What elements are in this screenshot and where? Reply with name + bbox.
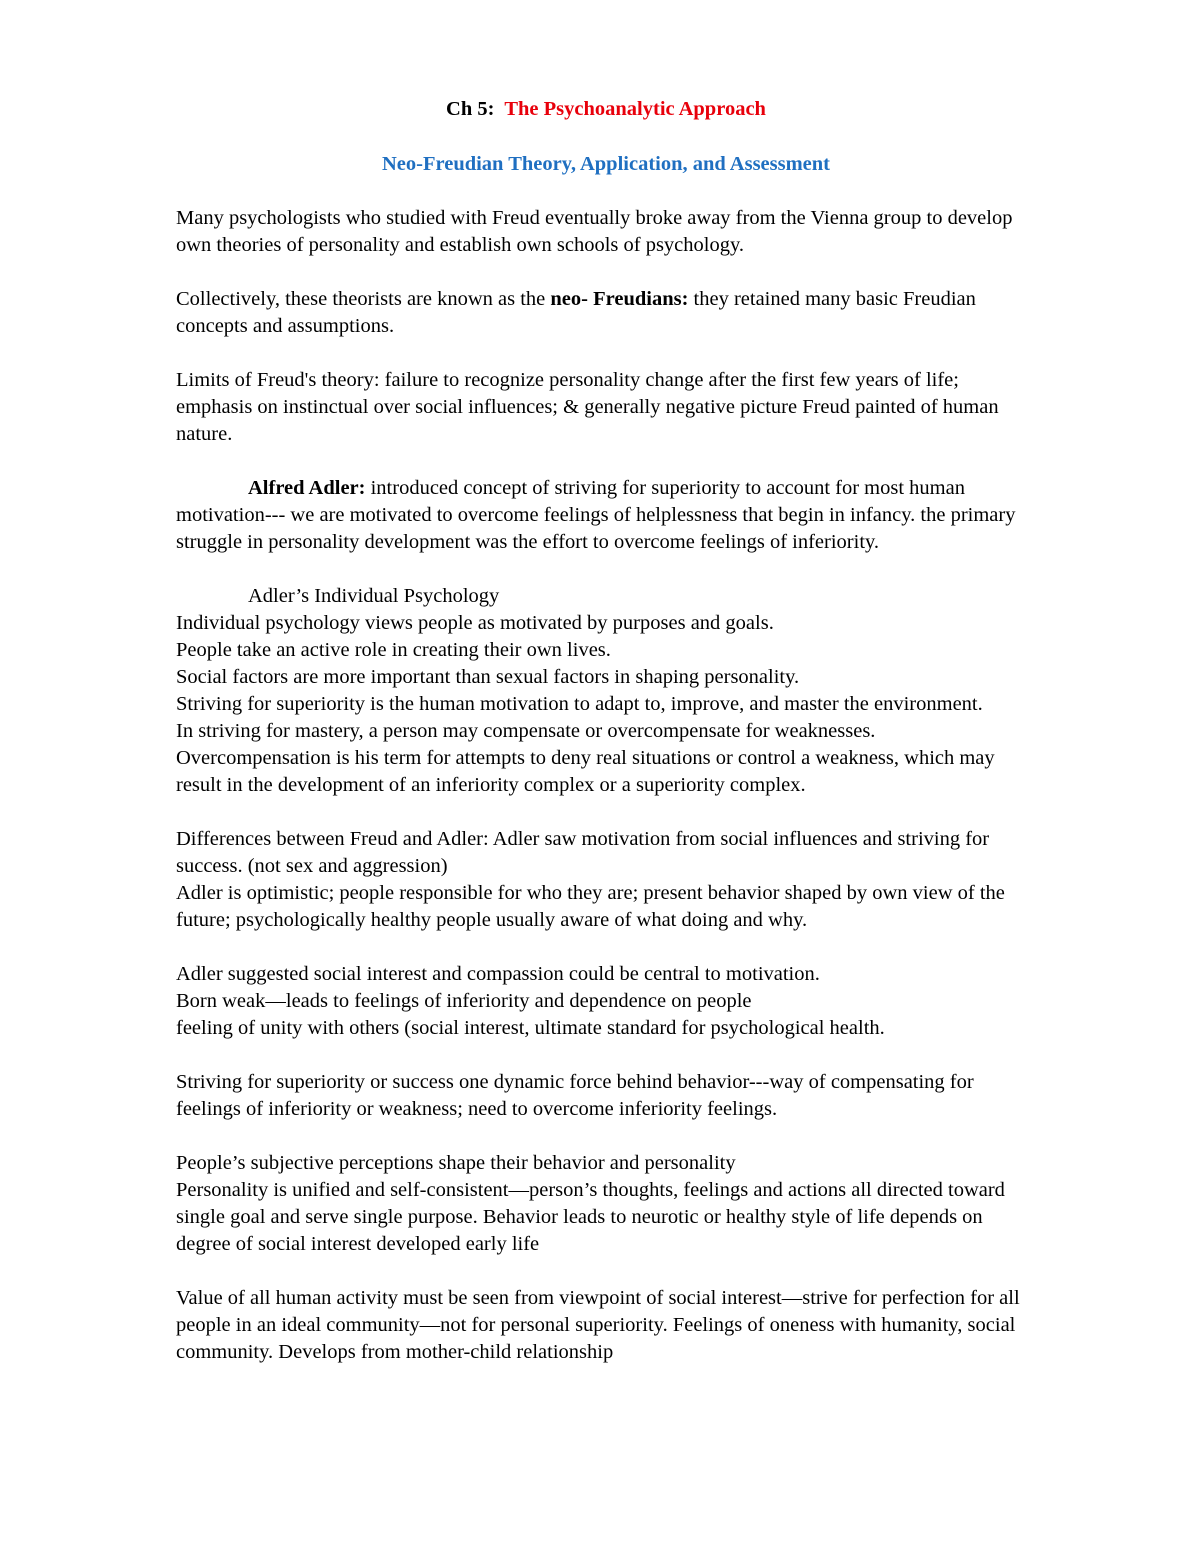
list-item: Adler suggested social interest and compassion could be central to motivation. — [176, 963, 820, 985]
adler-intro-paragraph — [176, 475, 1036, 556]
list-item: Overcompensation is his term for attempts to deny real situations or control a weakness, which may result in the development of an inferiority complex or a superiority complex. — [176, 747, 995, 796]
list-item: Born weak—leads to feelings of inferiority and dependence on people — [176, 990, 752, 1012]
adler-name: Alfred Adler: — [248, 477, 366, 499]
value-paragraph: Value of all human activity must be seen from viewpoint of social interest—strive for perfection for all people in an ideal community—not for personal superiority. Feelings of oneness with humanity, social community. Develops from mother-child relationship — [176, 1287, 1020, 1363]
social-interest-section — [176, 961, 1036, 1042]
individual-psychology-section — [176, 583, 1036, 799]
document-subtitle: Neo-Freudian Theory, Application, and Assessment — [381, 153, 831, 175]
list-item: People take an active role in creating their own lives. — [176, 639, 611, 661]
individual-psychology-heading: Adler’s Individual Psychology — [248, 585, 500, 607]
differences-line: Differences between Freud and Adler: Adler saw motivation from social influences and striving for success. (not sex and aggression) — [176, 828, 990, 877]
list-item: Individual psychology views people as motivated by purposes and goals. — [176, 612, 774, 634]
perceptions-section — [176, 1150, 1036, 1258]
neo-freudians-term: neo- Freudians: — [550, 288, 689, 310]
adler-intro-text: introduced concept of striving for superiority to account for most human motivation--- we are motivated to overcome feelings of helplessness that begin in infancy. the primary struggle in personality development was the effort to overcome feelings of inferiority. — [176, 477, 1016, 553]
personality-line: Personality is unified and self-consistent—person’s thoughts, feelings and actions all directed toward single goal and serve single purpose. Behavior leads to neurotic or healthy style of life depends on degree of social interest developed early life — [176, 1179, 1005, 1255]
document-page — [176, 96, 1036, 1393]
list-item: Social factors are more important than sexual factors in shaping personality. — [176, 666, 800, 688]
optimism-line: Adler is optimistic; people responsible for who they are; present behavior shaped by own view of the future; psychologically healthy people usually aware of what doing and why. — [176, 882, 1005, 931]
list-item: In striving for mastery, a person may compensate or overcompensate for weaknesses. — [176, 720, 876, 742]
differences-section — [176, 826, 1036, 934]
chapter-title: The Psychoanalytic Approach — [504, 98, 766, 120]
list-item: Striving for superiority is the human motivation to adapt to, improve, and master the environment. — [176, 693, 983, 715]
list-item: feeling of unity with others (social interest, ultimate standard for psychological health. — [176, 1017, 885, 1039]
intro-paragraph: Many psychologists who studied with Freud eventually broke away from the Vienna group to develop own theories of personality and establish own schools of psychology. — [176, 207, 1013, 256]
perceptions-line: People’s subjective perceptions shape their behavior and personality — [176, 1152, 736, 1174]
neo-freudians-pre: Collectively, these theorists are known as the — [176, 288, 551, 310]
neo-freudians-post: they retained many basic Freudian concepts and assumptions. — [176, 288, 976, 337]
document-title — [176, 96, 1036, 123]
chapter-label: Ch 5: — [446, 98, 495, 120]
neo-freudians-paragraph — [176, 286, 1036, 340]
striving-paragraph: Striving for superiority or success one dynamic force behind behavior---way of compensating for feelings of inferiority or weakness; need to overcome inferiority feelings. — [176, 1071, 974, 1120]
limits-paragraph: Limits of Freud's theory: failure to recognize personality change after the first few years of life; emphasis on instinctual over social influences; & generally negative picture Freud painted of human nature. — [176, 369, 999, 445]
